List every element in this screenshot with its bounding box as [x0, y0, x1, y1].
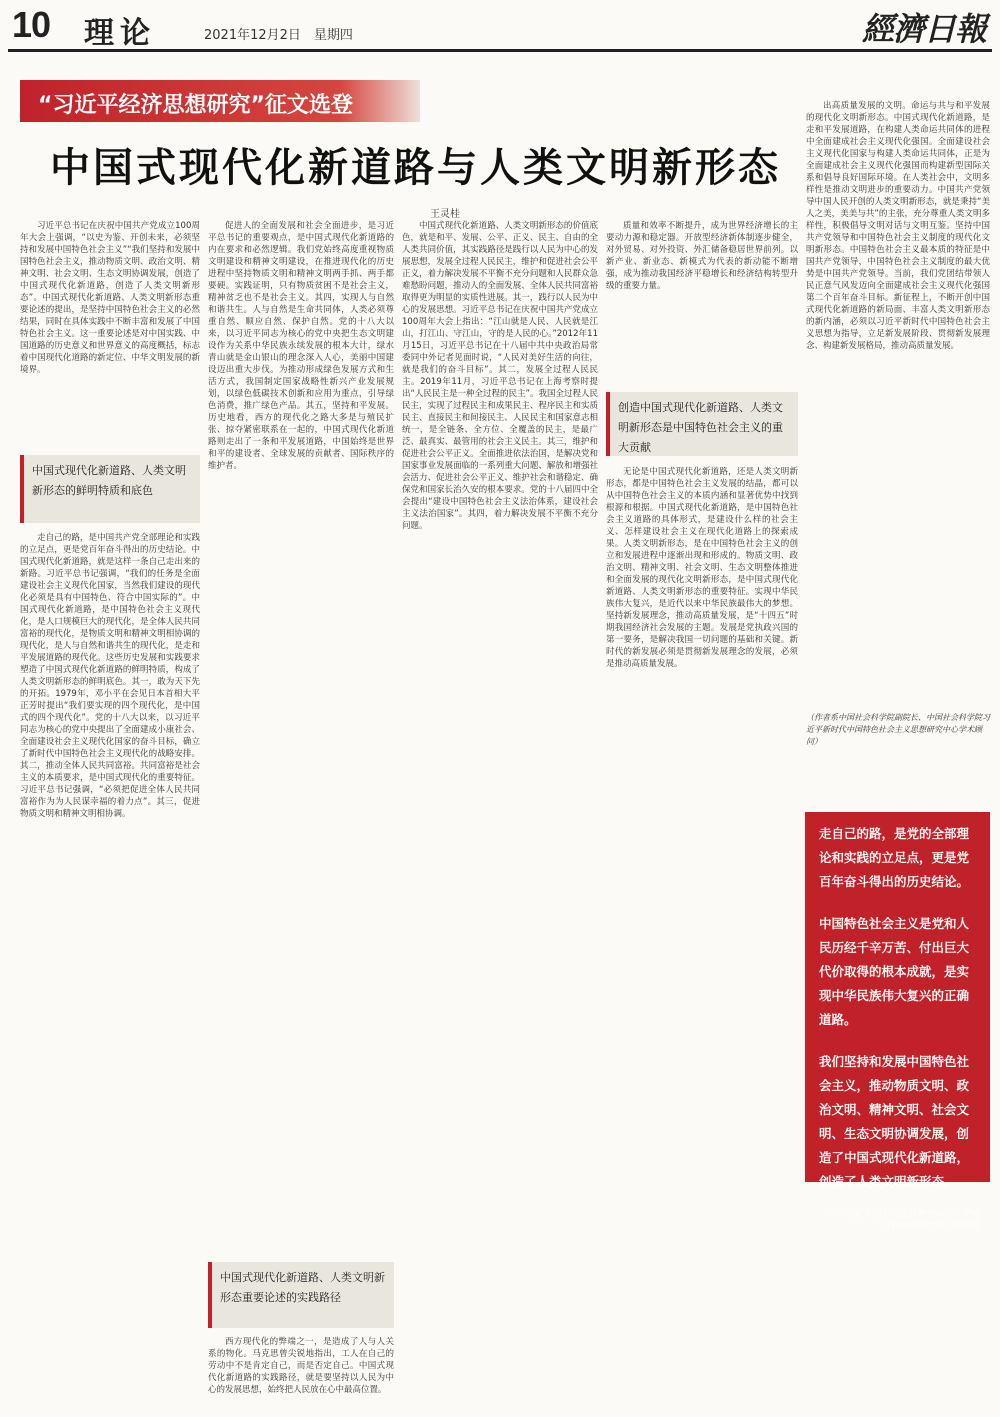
series-banner: “习近平经济思想研究”征文选登 — [20, 80, 420, 122]
newspaper-logo: 經濟日報 — [861, 10, 986, 48]
paragraph: 西方现代化的弊端之一，是造成了人与人关系的物化。马克思曾尖锐地指出，工人在自己的劳动中不是肯定自己，而是否定自己。中国式现代化新道路的实践路径，就是要坚持以人民为中心的发展思想，始终把人民放在心中最高位置。 — [208, 1337, 394, 1395]
pull-quote-3: 我们坚持和发展中国特色社会主义，推动物质文明、政治文明、精神文明、社会文明、生态文明协调发展，创造了中国式现代化新道路，创造了人类文明新形态。 — [819, 1054, 970, 1189]
paragraph: 出高质量发展的文明。命运与共与和平发展的现代化文明新形态。中国式现代化新道路，是走和平发展道路，在构建人类命运共同体的进程中全面建成社会主义现代化强国。全面建设社会主义现代化国家与构建人类命运共同体，正是为全面建成社会主义现代化强国而构建新型国际关系和倡导良好国际环境。在人类社会中，文明多样性是推动文明进步的重要动力。中国共产党领导中国人民开创的人类文明新形态，就是秉持“美人之美，美美与共”的主张，充分尊重人类文明多样性，积极倡导文明对话与文明互鉴。坚持中国共产党领导和中国特色社会主义制度的现代化文明新形态。中国特色社会主义最本质的特征是中国共产党领导，中国特色社会主义制度的最大优势是中国共产党领导。当前，我们党团结带领人民正意气风发迈向全面建成社会主义现代化强国第二个百年奋斗目标。新征程上，不断开创中国式现代化新道路的新局面、丰富人类文明新形态的新内涵，必须以习近平新时代中国特色社会主义思想为指导，立足新发展阶段、贯彻新发展理念、构建新发展格局，推动高质量发展。 — [806, 101, 990, 351]
subhead-1: 中国式现代化新道路、人类文明新形态的鲜明特质和底色 — [20, 455, 200, 523]
column-2-top — [208, 220, 394, 1250]
paragraph: 促进人的全面发展和社会全面进步，是习近平总书记的重要观点，是中国式现代化新道路的内在要求和必然逻辑。我们党始终高度重视物质文明建设和精神文明建设，在推进现代化的历史进程中坚持物质文明和精神文明两手抓、两手都要硬。实践证明，只有物质贫困不是社会主义，精神贫乏也不是社会主义。其四，实现人与自然和谐共生。人与自然是生命共同体，人类必须尊重自然、顺应自然、保护自然。党的十八大以来，以习近平同志为核心的党中央把生态文明建设作为关系中华民族永续发展的根本大计，绿水青山就是金山银山的理念深入人心，美丽中国建设迈出重大步伐。为推动形成绿色发展方式和生活方式，我国制定国家战略性新兴产业发展规划，以绿色低碳技术创新和应用为重点，引导绿色消费，推广绿色产品。其五，坚持和平发展。历史地看，西方的现代化之路大多是与殖民扩张、掠夺紧密联系在一起的，中国式现代化新道路则走出了一条和平发展道路，中国始终是世界和平的建设者、全球发展的贡献者、国际秩序的维护者。 — [208, 221, 394, 471]
paragraph: 质量和效率不断提升，成为世界经济增长的主要动力源和稳定器。开放型经济新体制逐步健全，对外贸易、对外投资、外汇储备稳居世界前列。以新产业、新业态、新模式为代表的新动能不断增强，成为推动我国经济平稳增长和经济结构转型升级的重要力量。 — [606, 221, 798, 291]
column-2-body — [208, 1336, 394, 1408]
article-headline: 中国式现代化新道路与人类文明新形态 — [50, 145, 781, 191]
byline: 王灵桂 — [430, 209, 460, 220]
masthead — [8, 4, 992, 52]
page-number: 10 — [12, 4, 51, 45]
column-4-body — [606, 466, 798, 1408]
column-1-body — [20, 532, 200, 1407]
section-title: 理论 — [84, 16, 156, 51]
pull-quote-source: ——习近平总书记在庆祝中国共产党成立100周年大会上的讲话 — [826, 1209, 980, 1231]
paragraph: 中国式现代化新道路、人类文明新形态的价值底色，就是和平、发展、公平、正义、民主、自由的全人类共同价值，其实践路径是践行以人民为中心的发展思想，发展全过程人民民主，维护和促进社会公平正义，着力解决发展不平衡不充分问题和人民群众急难愁盼问题，推动人的全面发展、全体人民共同富裕取得更为明显的实质性进展。其一，践行以人民为中心的发展思想。习近平总书记在庆祝中国共产党成立100周年大会上指出：“江山就是人民、人民就是江山，打江山、守江山，守的是人民的心。”2012年11月15日，习近平总书记在十八届中共中央政治局常委同中外记者见面时说，“人民对美好生活的向往，就是我们的奋斗目标”。其二，发展全过程人民民主。2019年11月，习近平总书记在上海考察时提出“人民民主是一种全过程的民主”。我国全过程人民民主，实现了过程民主和成果民主、程序民主和实质民主、直接民主和间接民主、人民民主和国家意志相统一，是全链条、全方位、全覆盖的民主，是最广泛、最真实、最管用的社会主义民主。其三，维护和促进社会公平正义。全面推进依法治国，是解决党和国家事业发展面临的一系列重大问题、解放和增强社会活力、促进社会公平正义、维护社会和谐稳定、确保党和国家长治久安的根本要求。党的十八届四中全会提出“建设中国特色社会主义法治体系，建设社会主义法治国家”。其四，着力解决发展不平衡不充分问题。 — [402, 221, 598, 531]
pull-quote-1: 走自己的路，是党的全部理论和实践的立足点，更是党百年奋斗得出的历史结论。 — [819, 826, 970, 889]
paragraph: 习近平总书记在庆祝中国共产党成立100周年大会上强调，“以史为鉴、开创未来，必须坚持和发展中国特色社会主义”“我们坚持和发展中国特色社会主义，推动物质文明、政治文明、精神文明、社会文明、生态文明协调发展，创造了中国式现代化新道路，创造了人类文明新形态”。中国式现代化新道路、人类文明新形态重要论述的提出，是坚持中国特色社会主义的必然结果，同时在具体实践中不断丰富和发展了中国特色社会主义。这一重要论述是对中国实践、中国道路的历史意义和世界意义的高度概括，标志着中国现代化道路的新定位、中华文明发展的新境界。 — [20, 221, 200, 375]
column-5 — [806, 100, 990, 700]
subhead-3: 中国式现代化新道路、人类文明新形态重要论述的实践路径 — [208, 1262, 394, 1328]
column-1-top — [20, 220, 200, 442]
subhead-2: 创造中国式现代化新道路、人类文明新形态是中国特色社会主义的重大贡献 — [606, 392, 798, 456]
pull-quote-2: 中国特色社会主义是党和人民历经千辛万苦、付出巨大代价取得的根本成就，是实现中华民族伟大复兴的正确道路。 — [819, 916, 970, 1027]
author-note: （作者系中国社会科学院副院长、中国社会科学院习近平新时代中国特色社会主义思想研究中心学术顾问） — [806, 713, 990, 746]
paragraph: 走自己的路，是中国共产党全部理论和实践的立足点，更是党百年奋斗得出的历史结论。中国式现代化新道路，就是这样一条自己走出来的新路。习近平总书记强调，“我们的任务是全面建设社会主义现代化国家，当然我们建设的现代化必须是具有中国特色、符合中国实际的”。中国式现代化新道路，是中国特色社会主义现代化，是人口规模巨大的现代化，是全体人民共同富裕的现代化，是物质文明和精神文明相协调的现代化，是人与自然和谐共生的现代化，是走和平发展道路的现代化。这些历史发展和实践要求塑造了中国式现代化新道路的鲜明特质，构成了人类文明新形态的鲜明底色。其一，敢为天下先的开拓。1979年，邓小平在会见日本首相大平正芳时提出“我们要实现的四个现代化，是中国式的四个现代化”。党的十八大以来，以习近平同志为核心的党中央提出了全面建成小康社会、全面建设社会主义现代化国家的奋斗目标，确立了新时代中国特色社会主义现代化的战略安排。其二，推动全体人民共同富裕。共同富裕是社会主义的本质要求，是中国式现代化的重要特征。习近平总书记强调，“必须把促进全体人民共同富裕作为为人民谋幸福的着力点”。其三，促进物质文明和精神文明相协调。 — [20, 533, 200, 819]
column-4-top — [606, 220, 798, 375]
pull-quote-box — [805, 812, 990, 1231]
issue-date: 2021年12月2日 星期四 — [204, 28, 353, 43]
paragraph: 无论是中国式现代化新道路，还是人类文明新形态，都是中国特色社会主义发展的结晶，都可以从中国特色社会主义的本质内涵和显著优势中找到根源和根据。中国式现代化新道路，是中国特色社会主义道路的具体形式，是建设什么样的社会主义、怎样建设社会主义在现代化道路上的探索成果。人类文明新形态，是在中国特色社会主义的创立和发展进程中逐渐出现和形成的。物质文明、政治文明、精神文明、社会文明、生态文明整体推进和全面发展的现代化文明新形态，是中国式现代化新道路、人类文明新形态的重要特征。实现中华民族伟大复兴，是近代以来中华民族最伟大的梦想。坚持新发展理念，推动高质量发展，是“十四五”时期我国经济社会发展的主题。发展是党执政兴国的第一要务，是解决我国一切问题的基础和关键。新时代的新发展必须是贯彻新发展理念的发展，必须是推动高质量发展。 — [606, 467, 798, 669]
column-3 — [402, 220, 598, 1408]
